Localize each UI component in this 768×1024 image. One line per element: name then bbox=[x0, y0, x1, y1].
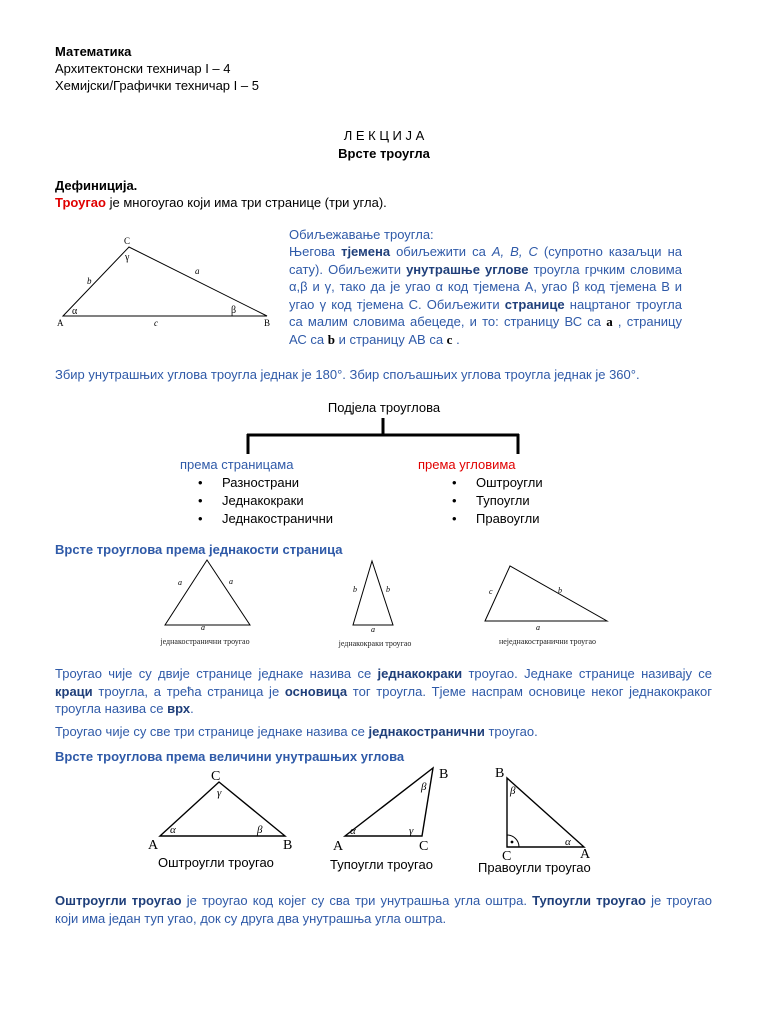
side-label-a: a bbox=[371, 625, 375, 634]
list-item: • Једнакокраки bbox=[192, 492, 333, 510]
division-bracket bbox=[240, 418, 525, 458]
svg-text:A: A bbox=[148, 838, 159, 853]
side-a: a bbox=[195, 266, 200, 276]
vertex-c: C bbox=[124, 236, 131, 246]
term-isosceles: једнакокраки bbox=[377, 666, 463, 681]
by-sides-title: према страницама bbox=[180, 457, 294, 472]
definition-heading: Дефиниција. bbox=[55, 178, 138, 193]
svg-text:a: a bbox=[229, 577, 233, 586]
subject: Математика bbox=[55, 44, 132, 59]
svg-text:a: a bbox=[178, 578, 182, 587]
svg-text:γ: γ bbox=[217, 787, 222, 799]
svg-text:α: α bbox=[565, 836, 571, 848]
notation-title: Обиљежавање троугла: bbox=[289, 227, 434, 242]
vertex-b: B bbox=[264, 318, 271, 328]
svg-text:B: B bbox=[283, 838, 293, 853]
svg-text:β: β bbox=[257, 824, 263, 836]
definition bbox=[55, 177, 387, 211]
definition-text: Троугао је многоугао који има три странице (три угла). bbox=[55, 195, 387, 210]
term-interior-angles: унутрашње углове bbox=[406, 261, 529, 277]
svg-text:B: B bbox=[495, 766, 505, 781]
division-by-angles bbox=[418, 456, 543, 528]
list-item: • Тупоугли bbox=[446, 492, 543, 510]
obtuse-caption: Тупоугли троугао bbox=[330, 857, 433, 872]
lecture-block bbox=[0, 127, 768, 163]
svg-text:b: b bbox=[558, 586, 562, 595]
svg-text:C: C bbox=[211, 769, 221, 784]
list-item: • Једнакостранични bbox=[192, 510, 333, 528]
svg-text:β: β bbox=[421, 781, 427, 793]
term-sides: странице bbox=[504, 296, 565, 312]
term-vertices: тјемена bbox=[341, 244, 391, 259]
svg-text:b: b bbox=[386, 585, 390, 594]
obtuse-triangle-figure bbox=[330, 762, 460, 857]
by-sides-list bbox=[192, 474, 333, 528]
angle-alpha: α bbox=[72, 306, 78, 317]
scalene-caption: неједнакостранични троугао bbox=[498, 637, 597, 646]
term-equilateral: једнакостранични bbox=[368, 724, 485, 739]
side-label-a: a bbox=[536, 623, 540, 632]
right-caption: Правоугли троугао bbox=[478, 860, 591, 875]
list-item: • Оштроугли bbox=[446, 474, 543, 492]
sides-section-heading: Врсте троуглова према једнакости страница bbox=[55, 542, 343, 557]
svg-text:C: C bbox=[502, 849, 512, 864]
lecture-title: Врсте троугла bbox=[338, 146, 430, 161]
by-angles-title: према угловима bbox=[418, 457, 516, 472]
svg-text:A: A bbox=[580, 847, 591, 862]
isosceles-caption: једнакокраки троугао bbox=[338, 639, 412, 648]
by-angles-list bbox=[446, 474, 543, 528]
isosceles-triangle-figure bbox=[340, 557, 410, 632]
isosceles-paragraph: Троугао чије су двије странице једнаке назива се једнакокраки троугао. Једнаке странице називају се краци троугла, а трећа страница је основица тог троугла. Тјеме наспрам основице неког једнакокраког троугла назива се врх. bbox=[55, 666, 713, 716]
vertex-a: A bbox=[57, 318, 64, 328]
division-title: Подјела троуглова bbox=[327, 400, 441, 415]
notation-paragraph: Његова тјемена обиљежити са A, B, C (супротно казаљци на сату). Обиљежити унутрашње углове троугла грчким словима α,β и γ, тако да је угао α код тјемена А, угао β код тјемена В и угао γ код тјемена С. Обиљежити странице нацртаног троугла са малим словима абецеде, и то: страницу ВС са a , страницу АС са b и страницу АВ са c . bbox=[289, 244, 682, 347]
scalene-triangle-figure bbox=[480, 560, 615, 625]
class-line-1: Архитектонски техничар I – 4 bbox=[55, 61, 231, 76]
equilateral-caption: једнакостранични троугао bbox=[160, 637, 250, 646]
list-item: • Правоугли bbox=[446, 510, 543, 528]
side-b: b bbox=[87, 276, 92, 286]
header bbox=[55, 43, 259, 94]
svg-text:γ: γ bbox=[409, 825, 414, 837]
lecture-label: Л Е К Ц И Ј А bbox=[343, 128, 425, 143]
term-acute: Оштроугли троугао bbox=[55, 893, 182, 908]
svg-text:α: α bbox=[350, 825, 356, 837]
division-by-sides bbox=[180, 456, 333, 528]
svg-text:b: b bbox=[353, 585, 357, 594]
equilateral-triangle-figure bbox=[150, 555, 260, 630]
definition-term: Троугао bbox=[55, 195, 106, 210]
labeled-triangle-figure bbox=[52, 232, 282, 332]
svg-text:c: c bbox=[489, 587, 493, 596]
term-legs: краци bbox=[55, 683, 93, 699]
angles-section-heading: Врсте троуглова према величини унутрашњих углова bbox=[55, 749, 405, 764]
svg-text:C: C bbox=[419, 839, 429, 854]
acute-caption: Оштроугли троугао bbox=[158, 855, 274, 870]
class-line-2: Хемијски/Графички техничар I – 5 bbox=[55, 78, 259, 93]
final-paragraph: Оштроугли троугао је троугао код којег су сва три унутрашња угла оштра. Тупоугли троугао је троугао који има један туп угао, док су друга два унутрашња угла оштра. bbox=[55, 893, 713, 926]
list-item: • Разнострани bbox=[192, 474, 333, 492]
equilateral-paragraph: Троугао чије су све три странице једнаке назива се једнакостранични троугао. bbox=[55, 724, 538, 739]
right-triangle-figure bbox=[490, 765, 605, 864]
angle-gamma: γ bbox=[125, 252, 130, 263]
term-obtuse: Тупоугли троугао bbox=[532, 893, 646, 908]
svg-text:A: A bbox=[333, 839, 344, 854]
acute-triangle-figure bbox=[145, 765, 300, 855]
svg-text:B: B bbox=[439, 767, 449, 782]
svg-text:β: β bbox=[510, 785, 516, 797]
side-label-a: a bbox=[201, 623, 205, 632]
side-c: c bbox=[154, 318, 158, 328]
angle-beta: β bbox=[231, 305, 237, 316]
angle-sum-text: Збир унутрашњих углова троугла једнак је 180°. Збир спољашњих углова троугла једнак је 360°. bbox=[55, 367, 640, 382]
term-apex: врх bbox=[167, 701, 191, 716]
svg-text:α: α bbox=[170, 824, 176, 836]
term-base: основица bbox=[284, 683, 348, 699]
